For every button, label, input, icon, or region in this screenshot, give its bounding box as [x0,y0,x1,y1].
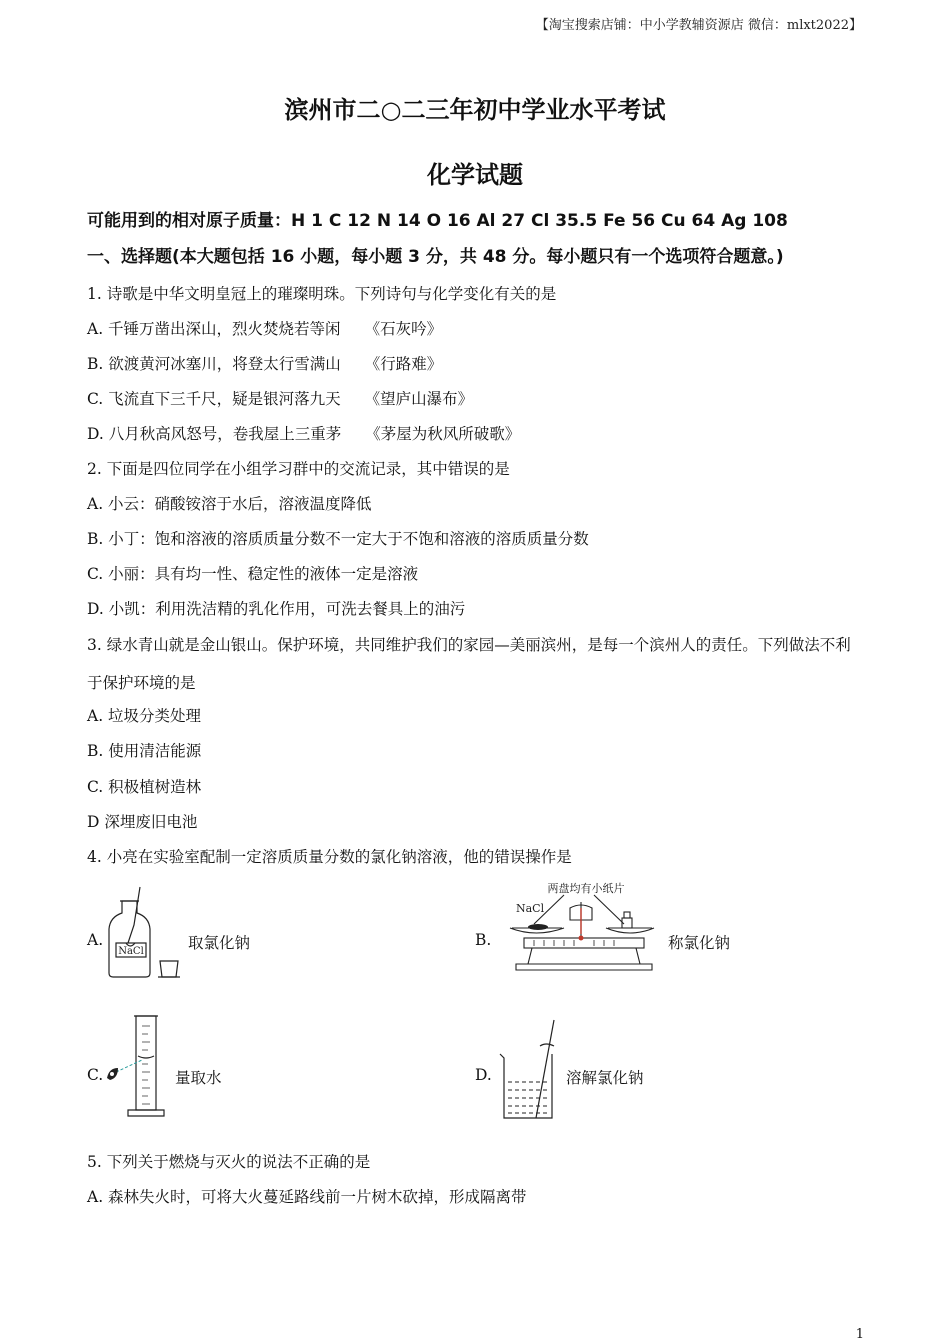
question-1-option-d[interactable] [87,424,520,444]
question-1-stem: 1. 诗歌是中华文明皇冠上的璀璨明珠。下列诗句与化学变化有关的是 [87,285,557,303]
figure-b-label[interactable]: B. [475,931,492,949]
graduated-cylinder-figure [104,1012,170,1124]
question-1-option-b[interactable] [87,354,442,374]
header-note: 【淘宝搜索店铺：中小学教辅资源店 微信：mlxt2022】 [535,18,862,33]
question-3-stem: 3. 绿水青山就是金山银山。保护环境，共同维护我们的家园—美丽滨州，是每一个滨州人的责任。下列做法不利于保护环境的是 [87,636,851,692]
poem-source: 《茅屋为秋风所破歌》 [365,425,521,443]
page-number: 1 [855,1327,864,1342]
question-3-option-a[interactable]: A. 垃圾分类处理 [87,707,202,725]
pan-label: NaCl [516,902,545,915]
question-2-option-b[interactable]: B. 小丁：饱和溶液的溶质质量分数不一定大于不饱和溶液的溶质质量分数 [87,530,589,548]
paper-note: 两盘均有小纸片 [547,882,625,895]
question-5-option-a[interactable]: A. 森林失火时，可将大火蔓延路线前一片树木砍掉，形成隔离带 [87,1188,527,1206]
question-2-option-a[interactable]: A. 小云：硝酸铵溶于水后，溶液温度降低 [87,495,372,513]
atomic-masses: 可能用到的相对原子质量：H 1 C 12 N 14 O 16 Al 27 Cl 35.5 Fe 56 Cu 64 Ag 108 [87,211,788,231]
question-2-option-c[interactable]: C. 小丽：具有均一性、稳定性的液体一定是溶液 [87,565,419,583]
reagent-bottle-figure [104,885,182,980]
bottle-label: NaCl [118,946,144,957]
question-2-stem: 2. 下面是四位同学在小组学习群中的交流记录，其中错误的是 [87,460,510,478]
figure-c-label[interactable]: C. [87,1066,104,1084]
section-title: 一、选择题(本大题包括 16 小题，每小题 3 分，共 48 分。每小题只有一个选项符合题意。) [87,247,784,267]
subject-title: 化学试题 [427,161,523,189]
question-1-option-c[interactable] [87,389,473,409]
figure-a-caption: 取氯化钠 [188,934,251,952]
question-1-option-a[interactable] [87,319,442,339]
option-text: D. 八月秋高风怒号，卷我屋上三重茅 [87,425,342,443]
beaker-figure [496,1018,562,1124]
balance-figure [504,880,664,980]
figure-a-label[interactable]: A. [87,931,104,949]
option-text: A. 千锤万凿出深山，烈火焚烧若等闲 [87,320,341,338]
option-text: C. 飞流直下三千尺，疑是银河落九天 [87,390,341,408]
question-5-stem: 5. 下列关于燃烧与灭火的说法不正确的是 [87,1153,371,1171]
poem-source: 《行路难》 [364,355,443,373]
question-4-stem: 4. 小亮在实验室配制一定溶质质量分数的氯化钠溶液，他的错误操作是 [87,848,572,866]
poem-source: 《望庐山瀑布》 [364,390,474,408]
figure-d-label[interactable]: D. [475,1066,492,1084]
figure-b-caption: 称氯化钠 [668,934,731,952]
figure-c-caption: 量取水 [175,1069,222,1087]
question-3-option-c[interactable]: C. 积极植树造林 [87,778,202,796]
poem-source: 《石灰吟》 [364,320,443,338]
question-3-option-b[interactable]: B. 使用清洁能源 [87,742,202,760]
exam-title: 滨州市二○二三年初中学业水平考试 [284,96,666,124]
question-3-option-d[interactable]: D 深埋废旧电池 [87,813,198,831]
question-2-option-d[interactable]: D. 小凯：利用洗洁精的乳化作用，可洗去餐具上的油污 [87,600,466,618]
option-text: B. 欲渡黄河冰塞川，将登太行雪满山 [87,355,341,373]
figure-d-caption: 溶解氯化钠 [566,1069,644,1087]
